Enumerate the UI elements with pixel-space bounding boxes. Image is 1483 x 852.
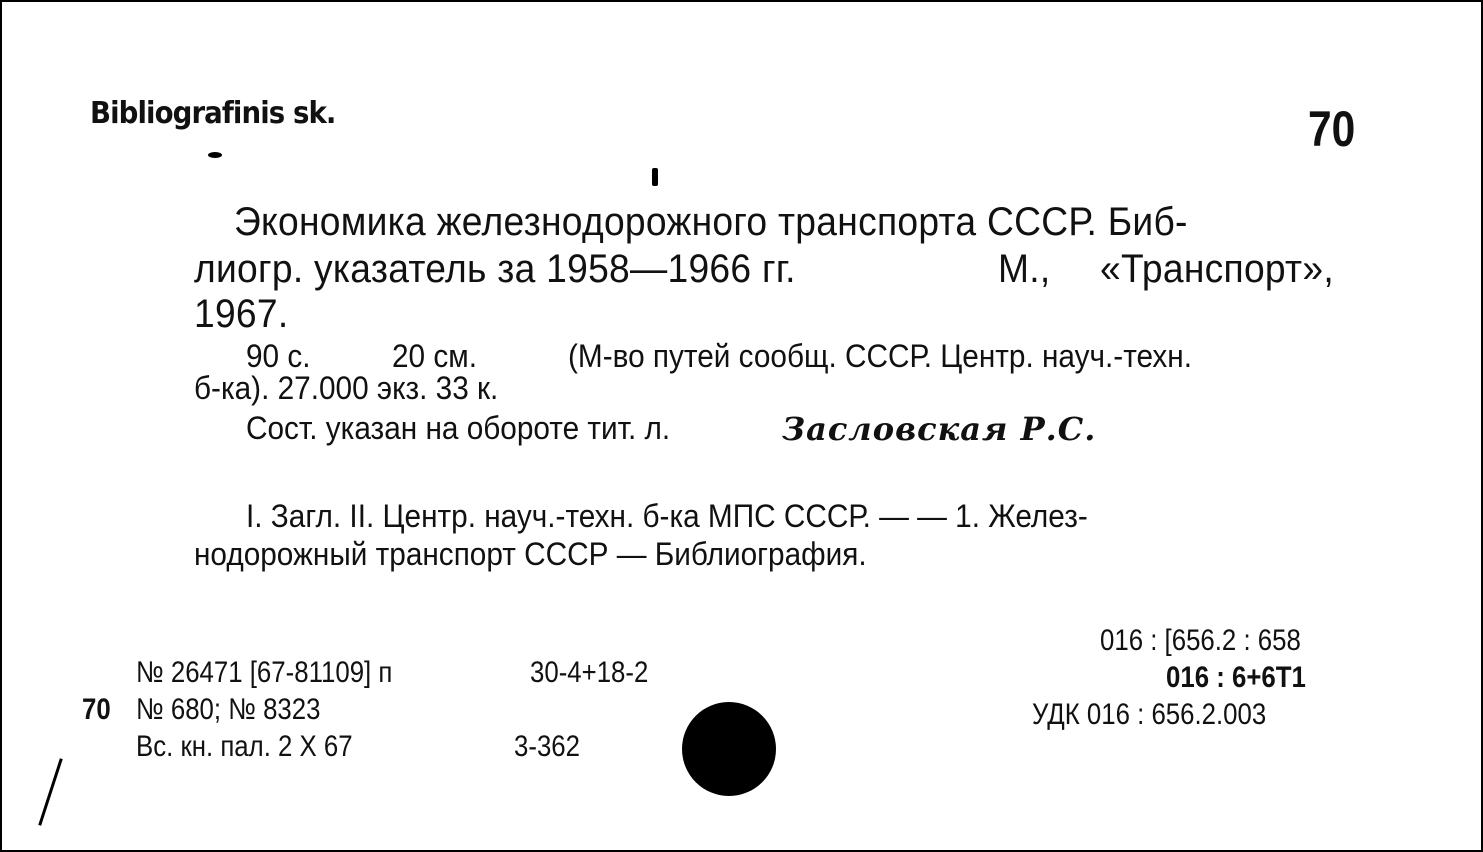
price-code: 30-4+18-2 [530,656,649,689]
series-line-2: б-ка). 27.000 экз. 33 к. [194,370,499,406]
handwritten-compiler-name: Засловская Р.С. [782,410,1097,448]
tracings-line-2: нодорожный транспорт СССР — Библиография. [194,536,867,572]
book-size: 20 см. [392,338,477,374]
registration-numbers: № 680; № 8323 [136,693,321,726]
punch-hole-dot [682,702,776,796]
title-line-1: Экономика железнодорожного транспорта СССР. Биб- [234,200,1188,244]
udc-code: УДК 016 : 656.2.003 [1032,698,1267,731]
pen-stroke [38,758,62,826]
classification-2: 016 : 6+6Т1 [1166,661,1306,694]
card-number-small: 70 [82,693,111,726]
ink-speck [652,168,658,186]
publication-place: М., [998,247,1051,291]
card-number: 70 [1308,101,1356,157]
ink-speck [208,152,222,158]
accession-numbers: № 26471 [67-81109] п [136,656,393,689]
publisher: «Транспорт», [1100,247,1334,291]
compiler-note: Сост. указан на обороте тит. л. [246,410,671,446]
classification-1: 016 : [656.2 : 658 [1100,624,1301,657]
chamber-info: Вс. кн. пал. 2 Х 67 [136,730,353,763]
order-code: 3-362 [514,730,580,763]
series-line-1: (М-во путей сообщ. СССР. Центр. науч.-техн. [568,338,1192,374]
title-line-2: лиогр. указатель за 1958—1966 гг. [194,247,796,291]
page-count: 90 с. [246,338,311,374]
tracings-line-1: I. Загл. II. Центр. науч.-техн. б-ка МПС СССР. — — 1. Желез- [246,498,1088,534]
publication-year: 1967. [194,292,289,336]
library-stamp: Bibliografinis sk. [90,96,336,131]
